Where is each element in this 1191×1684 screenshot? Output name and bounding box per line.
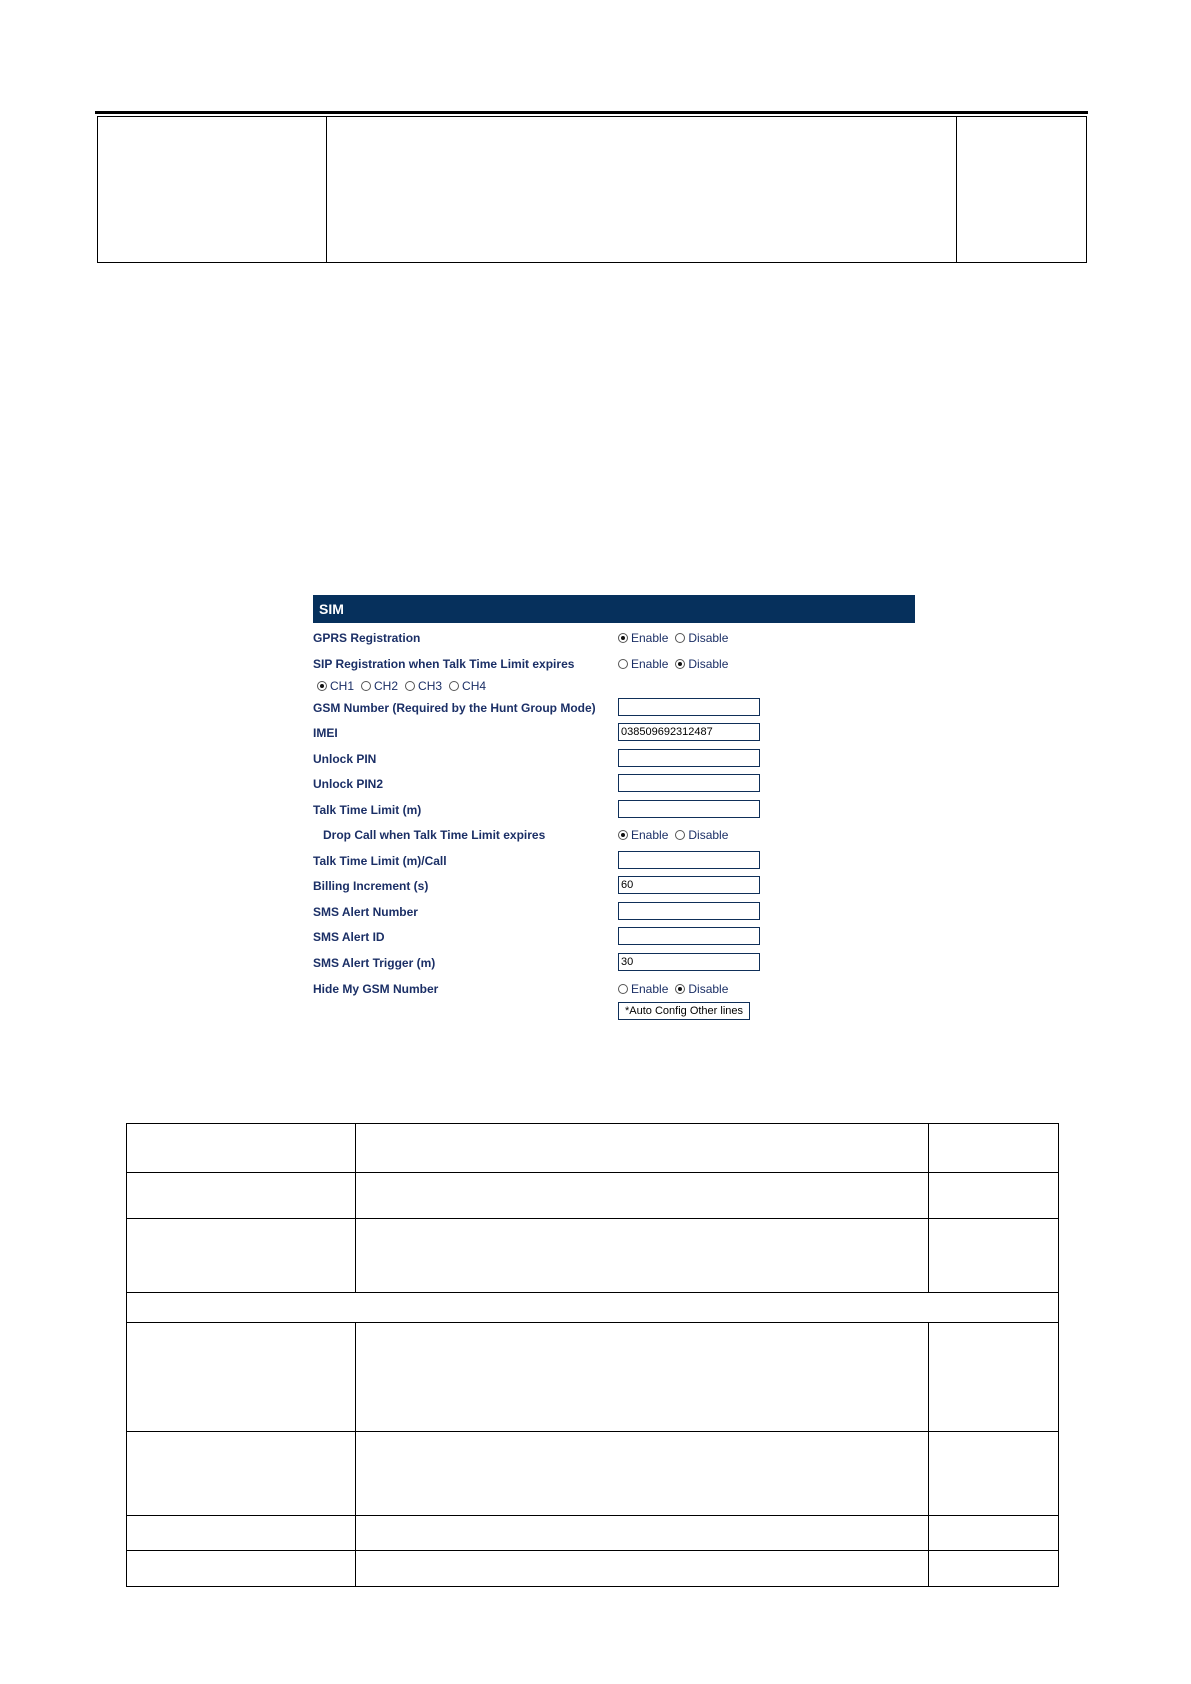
table-cell (127, 1551, 356, 1587)
talk-time-limit-input[interactable] (618, 800, 760, 818)
gprs-disable-option[interactable] (675, 631, 728, 645)
unlock-pin2-label: Unlock PIN2 (313, 777, 384, 791)
table-row (127, 1293, 1059, 1323)
table-cell (127, 1432, 356, 1516)
radio-selected-icon[interactable] (675, 984, 685, 994)
imei-row (313, 723, 915, 743)
table-cell (127, 1219, 356, 1293)
sms-alert-id-label: SMS Alert ID (313, 930, 385, 944)
hide-gsm-disable-option[interactable] (675, 982, 728, 996)
table-cell (356, 1219, 929, 1293)
unlock-pin2-input[interactable] (618, 774, 760, 792)
radio-icon[interactable] (675, 633, 685, 643)
option-label: Enable (631, 657, 669, 671)
unlock-pin2-row (313, 774, 915, 794)
unlock-pin-input[interactable] (618, 749, 760, 767)
option-label: CH4 (462, 679, 487, 693)
gsm-number-row (313, 698, 915, 718)
gprs-registration-label: GPRS Registration (313, 631, 421, 645)
drop-call-disable-option[interactable] (675, 828, 728, 842)
top-table (97, 116, 1087, 263)
sip-disable-option[interactable] (675, 657, 728, 671)
table-cell (929, 1323, 1059, 1432)
table-row (127, 1323, 1059, 1432)
talk-time-limit-call-input[interactable] (618, 851, 760, 869)
table-cell (127, 1293, 1059, 1323)
table-cell (356, 1124, 929, 1173)
drop-call-label: Drop Call when Talk Time Limit expires (323, 828, 546, 842)
table-row (127, 1124, 1059, 1173)
drop-call-row (313, 825, 915, 845)
gsm-number-label: GSM Number (Required by the Hunt Group Mode) (313, 701, 596, 715)
radio-selected-icon[interactable] (618, 633, 628, 643)
table-cell (929, 1219, 1059, 1293)
radio-icon[interactable] (618, 659, 628, 669)
channel-select-row (313, 676, 915, 696)
channel-ch3-option[interactable] (405, 679, 442, 693)
option-label: CH3 (418, 679, 443, 693)
table-cell (929, 1124, 1059, 1173)
imei-label: IMEI (313, 726, 338, 740)
table-cell (929, 1551, 1059, 1587)
option-label: Disable (688, 657, 729, 671)
sms-alert-trigger-label: SMS Alert Trigger (m) (313, 956, 436, 970)
table-row (127, 1173, 1059, 1219)
table-cell (327, 117, 957, 263)
table-cell (98, 117, 327, 263)
channel-ch4-option[interactable] (449, 679, 486, 693)
sms-alert-trigger-input[interactable]: 30 (618, 953, 760, 971)
radio-icon[interactable] (361, 681, 371, 691)
table-cell (929, 1173, 1059, 1219)
table-cell (957, 117, 1087, 263)
option-label: Enable (631, 982, 669, 996)
option-label: Enable (631, 828, 669, 842)
table-cell (127, 1323, 356, 1432)
auto-config-row (313, 1002, 915, 1022)
option-label: CH1 (330, 679, 355, 693)
bottom-table (126, 1123, 1059, 1587)
table-cell (356, 1323, 929, 1432)
option-label: Enable (631, 631, 669, 645)
table-cell (356, 1173, 929, 1219)
drop-call-enable-option[interactable] (618, 828, 668, 842)
gsm-number-input[interactable] (618, 698, 760, 716)
panel-header: SIM (313, 595, 915, 623)
table-cell (929, 1516, 1059, 1551)
sms-alert-number-row (313, 902, 915, 922)
sim-settings-panel (313, 595, 915, 1017)
option-label: Disable (688, 631, 729, 645)
unlock-pin-row (313, 749, 915, 769)
gprs-registration-row (313, 628, 915, 648)
radio-selected-icon[interactable] (675, 659, 685, 669)
sms-alert-id-row (313, 927, 915, 947)
table-cell (356, 1516, 929, 1551)
radio-icon[interactable] (675, 830, 685, 840)
radio-selected-icon[interactable] (317, 681, 327, 691)
sms-alert-number-label: SMS Alert Number (313, 905, 418, 919)
hide-gsm-enable-option[interactable] (618, 982, 668, 996)
table-row (127, 1551, 1059, 1587)
channel-ch1-option[interactable] (317, 679, 354, 693)
radio-icon[interactable] (449, 681, 459, 691)
sms-alert-id-input[interactable] (618, 927, 760, 945)
option-label: CH2 (374, 679, 399, 693)
radio-selected-icon[interactable] (618, 830, 628, 840)
table-row (127, 1219, 1059, 1293)
hide-gsm-number-row (313, 979, 915, 999)
sms-alert-number-input[interactable] (618, 902, 760, 920)
table-row (127, 1432, 1059, 1516)
channel-ch2-option[interactable] (361, 679, 398, 693)
auto-config-button[interactable]: *Auto Config Other lines (618, 1002, 750, 1020)
talk-time-limit-row (313, 800, 915, 820)
billing-increment-input[interactable]: 60 (618, 876, 760, 894)
gprs-enable-option[interactable] (618, 631, 668, 645)
table-row (127, 1516, 1059, 1551)
radio-icon[interactable] (618, 984, 628, 994)
hide-gsm-number-label: Hide My GSM Number (313, 982, 439, 996)
header-rule (95, 111, 1088, 114)
table-cell (127, 1173, 356, 1219)
table-cell (127, 1516, 356, 1551)
unlock-pin-label: Unlock PIN (313, 752, 377, 766)
sip-registration-label: SIP Registration when Talk Time Limit expires (313, 657, 575, 671)
talk-time-limit-call-label: Talk Time Limit (m)/Call (313, 854, 447, 868)
billing-increment-label: Billing Increment (s) (313, 879, 429, 893)
talk-time-limit-call-row (313, 851, 915, 871)
sip-enable-option[interactable] (618, 657, 668, 671)
table-cell (929, 1432, 1059, 1516)
table-row (98, 117, 1087, 263)
table-cell (356, 1432, 929, 1516)
radio-icon[interactable] (405, 681, 415, 691)
option-label: Disable (688, 828, 729, 842)
billing-increment-row (313, 876, 915, 896)
table-cell (356, 1551, 929, 1587)
imei-input[interactable]: 038509692312487 (618, 723, 760, 741)
sms-alert-trigger-row (313, 953, 915, 973)
table-cell (127, 1124, 356, 1173)
option-label: Disable (688, 982, 729, 996)
talk-time-limit-label: Talk Time Limit (m) (313, 803, 422, 817)
sip-registration-row (313, 654, 915, 674)
